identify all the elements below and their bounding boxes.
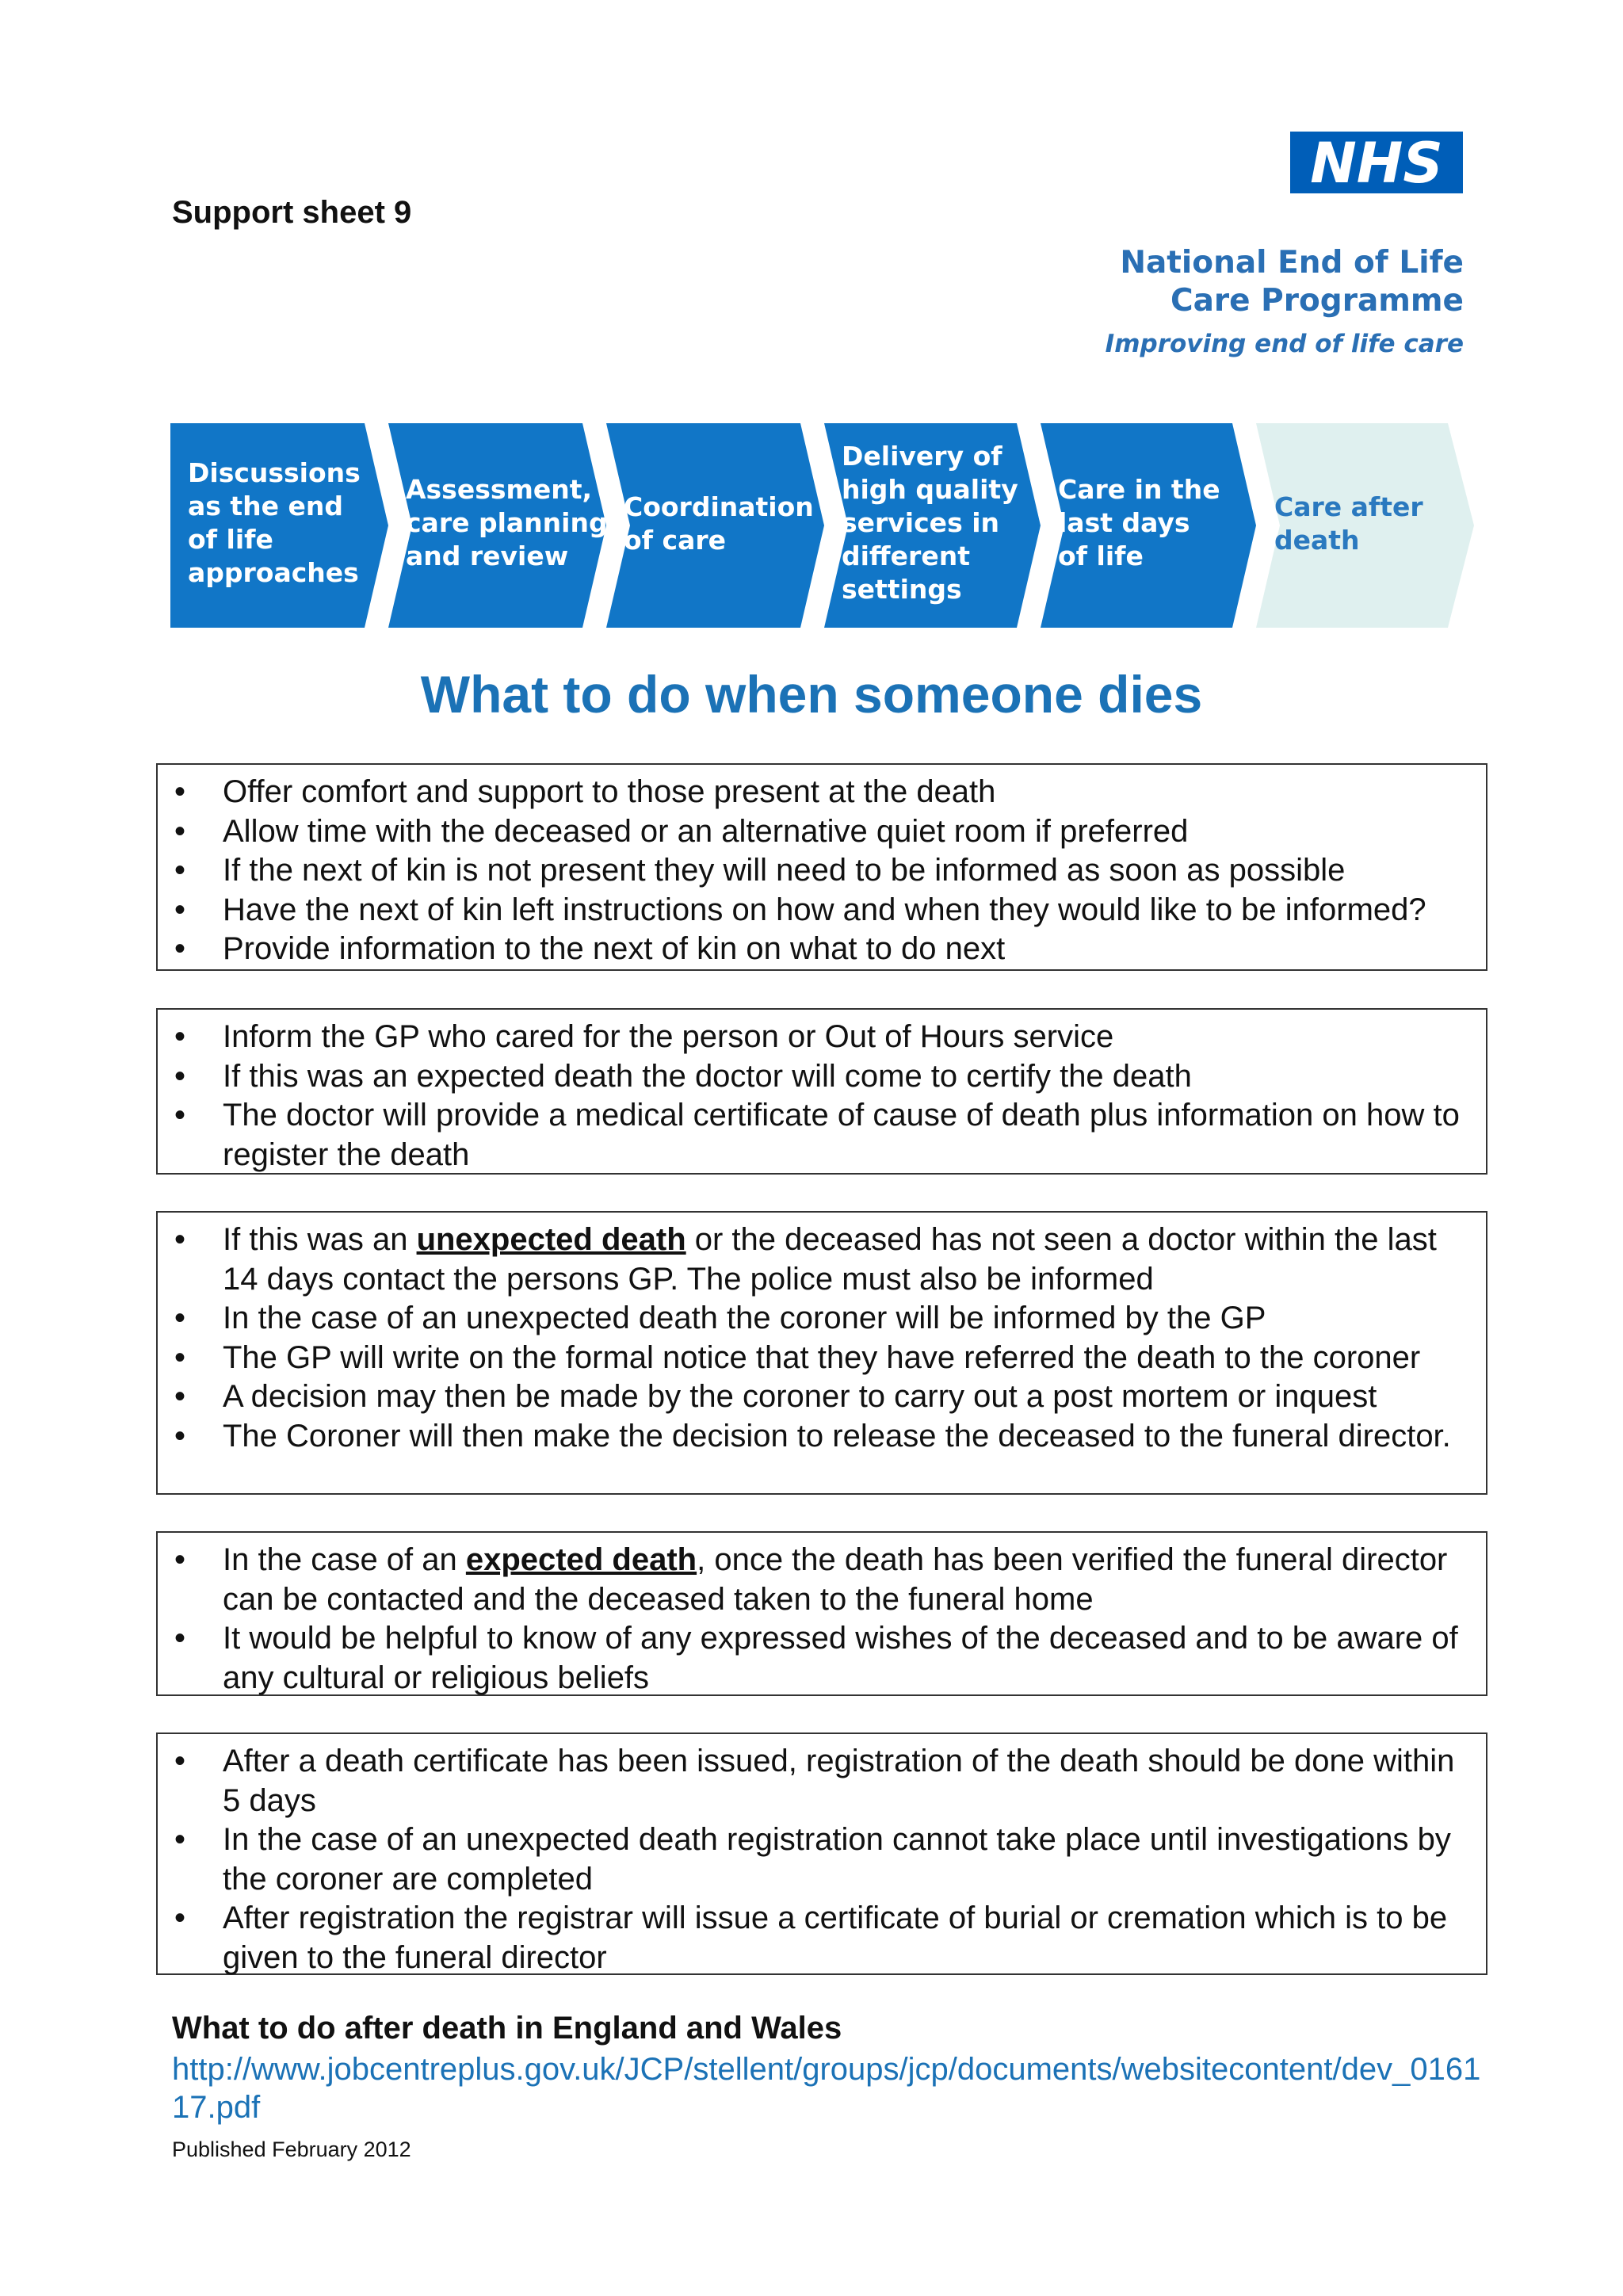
unexpected-death-emphasis: unexpected death bbox=[416, 1222, 686, 1257]
nhs-logo bbox=[1290, 132, 1463, 193]
list-item: • Allow time with the deceased or an alternative quiet room if preferred bbox=[223, 812, 1462, 852]
info-box-expected-death bbox=[156, 1531, 1487, 1696]
programme-block bbox=[1106, 244, 1464, 361]
list-item: • Have the next of kin left instructions on how and when they would like to be informed? bbox=[223, 891, 1462, 930]
list-item: • It would be helpful to know of any expressed wishes of the deceased and to be aware of any cultural or religious beliefs bbox=[223, 1619, 1462, 1698]
list-item: • Inform the GP who cared for the person or Out of Hours service bbox=[223, 1018, 1462, 1057]
list-item: • If this was an expected death the doctor will come to certify the death bbox=[223, 1057, 1462, 1097]
after-death-heading: What to do after death in England and Wales bbox=[172, 2011, 842, 2046]
list-item: • A decision may then be made by the coroner to carry out a post mortem or inquest bbox=[223, 1377, 1462, 1417]
info-box-comfort bbox=[156, 763, 1487, 971]
programme-line-2: Care Programme bbox=[1170, 283, 1464, 319]
list-item: • The GP will write on the formal notice that they have referred the death to the coroner bbox=[223, 1339, 1462, 1378]
nhs-logo-text: NHS bbox=[1310, 132, 1443, 193]
after-death-link[interactable]: http://www.jobcentreplus.gov.uk/JCP/stellent/groups/jcp/documents/websitecontent/dev_016117.pdf bbox=[172, 2052, 1481, 2125]
list-item: • After a death certificate has been issued, registration of the death should be done within 5 days bbox=[223, 1742, 1462, 1820]
list-item: • If the next of kin is not present they will need to be informed as soon as possible bbox=[223, 851, 1462, 891]
programme-line-1: National End of Life bbox=[1120, 245, 1464, 281]
info-box-unexpected-death bbox=[156, 1211, 1487, 1495]
list-item: • After registration the registrar will issue a certificate of burial or cremation which is to be given to the funeral director bbox=[223, 1899, 1462, 1977]
list-item: • In the case of an expected death, once the death has been verified the funeral director can be contacted and the deceased taken to the funeral home bbox=[223, 1541, 1462, 1619]
list-item: • The Coroner will then make the decision to release the deceased to the funeral director. bbox=[223, 1417, 1462, 1457]
list-item: • Provide information to the next of kin on what to do next bbox=[223, 930, 1462, 969]
info-box-registration bbox=[156, 1733, 1487, 1975]
programme-tagline: Improving end of life care bbox=[1105, 330, 1464, 358]
published-date: Published February 2012 bbox=[172, 2137, 411, 2161]
pathway-step-6: Care after death bbox=[1274, 491, 1423, 556]
pathway-step-2: Assessment, care planning and review bbox=[406, 474, 608, 571]
list-item: • If this was an unexpected death or the deceased has not seen a doctor within the last 14 days contact the persons GP. The police must also be informed bbox=[223, 1221, 1462, 1299]
info-box-inform-gp bbox=[156, 1008, 1487, 1175]
pathway-step-1: Discussions as the end of life approaches bbox=[188, 457, 361, 588]
list-item: • The doctor will provide a medical certificate of cause of death plus information on how to register the death bbox=[223, 1096, 1462, 1175]
support-sheet-label: Support sheet 9 bbox=[172, 195, 412, 230]
expected-death-emphasis: expected death bbox=[465, 1542, 697, 1577]
list-item: • In the case of an unexpected death the coroner will be informed by the GP bbox=[223, 1299, 1462, 1339]
pathway-step-4: Delivery of high quality services in different settings bbox=[842, 441, 1018, 605]
list-item: • Offer comfort and support to those present at the death bbox=[223, 773, 1462, 812]
care-pathway bbox=[170, 423, 1474, 628]
list-item: • In the case of an unexpected death registration cannot take place until investigations by the coroner are completed bbox=[223, 1820, 1462, 1899]
page-title: What to do when someone dies bbox=[420, 665, 1203, 724]
pathway-step-3: Coordination of care bbox=[624, 491, 814, 556]
pathway-step-5: Care in the last days of life bbox=[1058, 474, 1220, 571]
